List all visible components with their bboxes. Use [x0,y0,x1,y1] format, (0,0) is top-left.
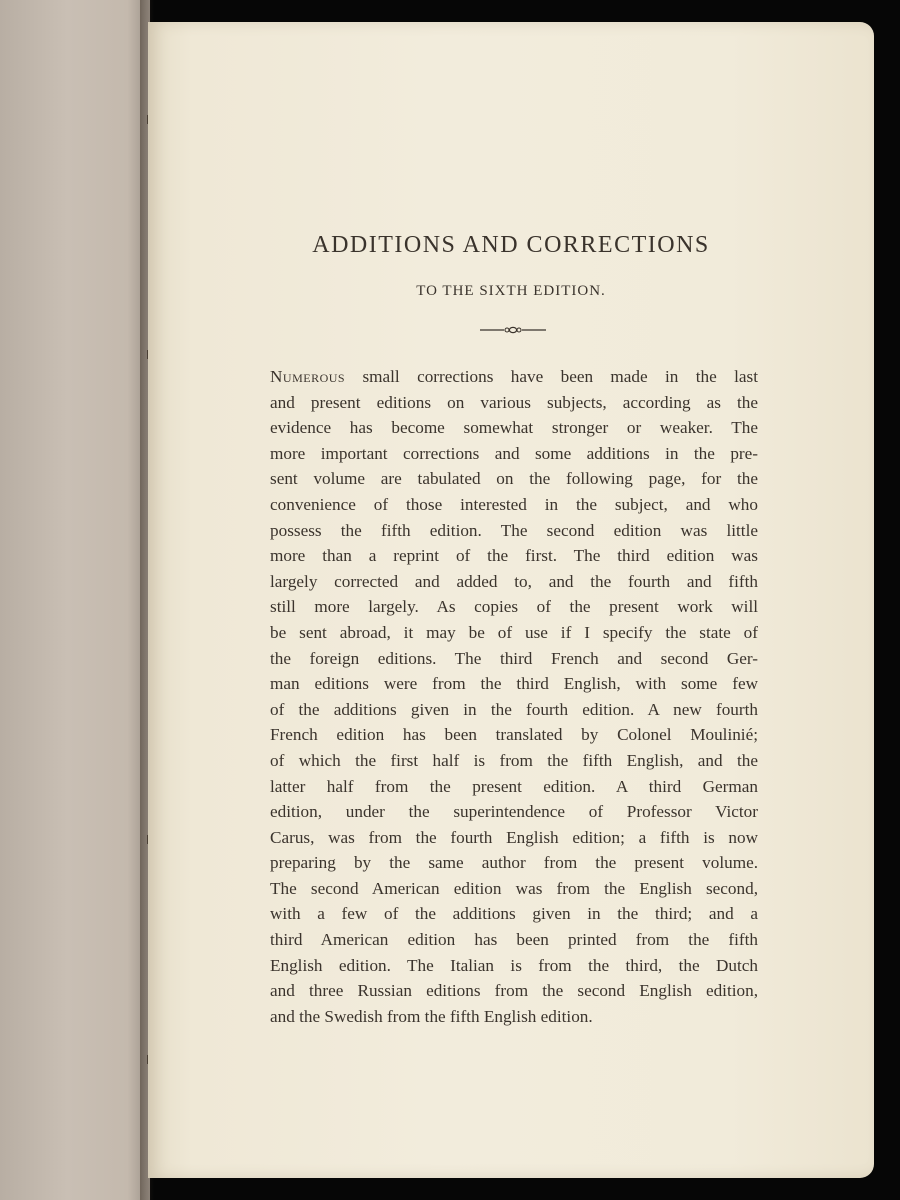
text-line: of the additions given in the fourth edition. A new fourth [270,699,758,719]
page-subtitle: TO THE SIXTH EDITION. [416,283,606,299]
text-line: more important corrections and some additions in the pre- [270,443,758,463]
text-line: preparing by the same author from the present volume. [270,853,758,873]
text-line: English edition. The Italian is from the third, the Dutch [270,955,758,975]
text-line: and present editions on various subjects, according as the [270,392,758,412]
body-paragraph [270,364,758,1029]
text-line: the foreign editions. The third French and second Ger- [270,648,758,668]
text-line: sent volume are tabulated on the following page, for the [270,469,758,489]
text-line: with a few of the additions given in the third; and a [270,904,758,924]
ornamental-rule-icon [480,323,546,337]
text-line: convenience of those interested in the subject, and who [270,494,758,514]
text-line: and three Russian editions from the second English edition, [270,981,758,1001]
text-line: man editions were from the third English, with some few [270,674,758,694]
text-line: evidence has become somewhat stronger or weaker. The [270,418,758,438]
text-line: largely corrected and added to, and the fourth and fifth [270,571,758,591]
text-line: more than a reprint of the first. The third edition was [270,546,758,566]
lead-word: Numerous [270,367,346,386]
text-line: Carus, was from the fourth English edition; a fifth is now [270,827,758,847]
text-line: Numerous small corrections have been made in the last [270,367,758,386]
text-line: latter half from the present edition. A third German [270,776,758,796]
text-line: edition, under the superintendence of Professor Victor [270,802,758,822]
text-line: French edition has been translated by Colonel Moulinié; [270,725,758,745]
text-line: be sent abroad, it may be of use if I specify the state of [270,622,758,642]
text-line: still more largely. As copies of the present work will [270,597,758,617]
text-line: of which the first half is from the fifth English, and the [270,750,758,770]
text-line: and the Swedish from the fifth English edition. [270,1006,593,1026]
left-cover-board [0,0,150,1200]
text-line: possess the fifth edition. The second edition was little [270,520,758,540]
text-line: The second American edition was from the English second, [270,878,758,898]
text-line: third American edition has been printed from the fifth [270,930,758,950]
page-title: ADDITIONS AND CORRECTIONS [312,232,710,258]
